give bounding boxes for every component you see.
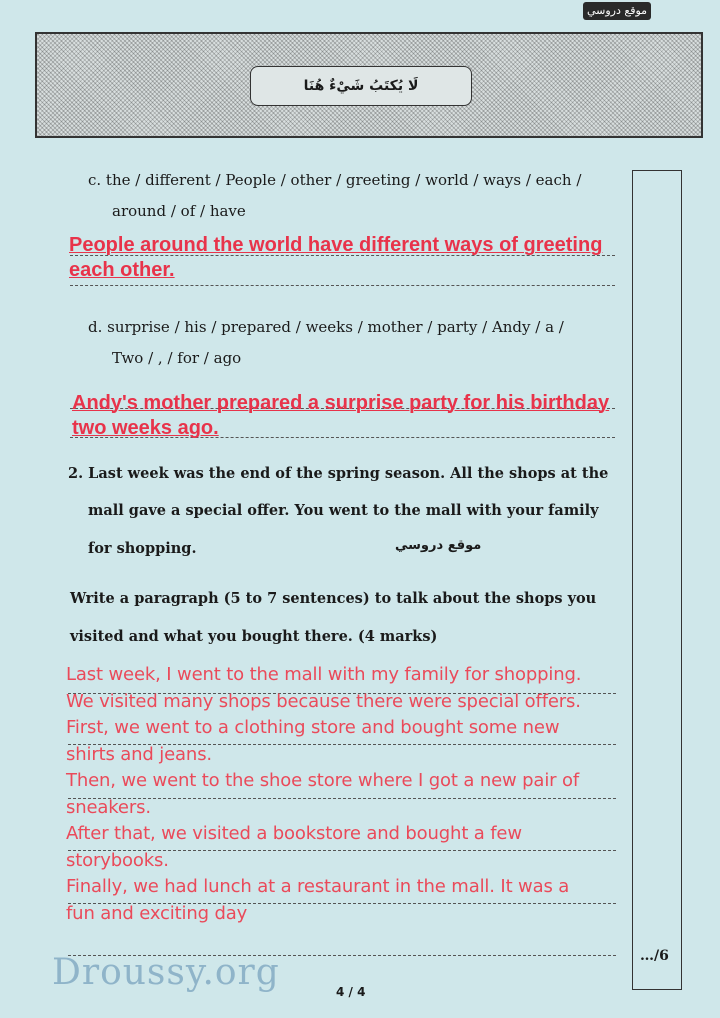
paragraph-line: We visited many shops because there were special offers. bbox=[66, 690, 581, 712]
question-d-line2: Two / , / for / ago bbox=[112, 349, 242, 367]
paragraph-line: fun and exciting day bbox=[66, 902, 248, 924]
answer-c-line2: each other. bbox=[69, 259, 175, 281]
site-tag: موقع دروسي bbox=[583, 2, 651, 20]
question-c-line2: around / of / have bbox=[112, 202, 246, 220]
paragraph-line: Then, we went to the shoe store where I got a new pair of bbox=[66, 770, 580, 791]
score-box: …/6 bbox=[640, 948, 669, 964]
question-c-line1: c. the / different / People / other / greeting / world / ways / each / bbox=[88, 171, 582, 189]
question-2-line3: for shopping. bbox=[88, 540, 197, 557]
paragraph-line: After that, we visited a bookstore and bought a few bbox=[66, 823, 522, 844]
question-2-line2: mall gave a special offer. You went to the mall with your family bbox=[88, 502, 599, 519]
answer-d-line2: two weeks ago. bbox=[72, 417, 219, 439]
question-d-line1: d. surprise / his / prepared / weeks / mother / party / Andy / a / bbox=[88, 318, 564, 336]
question-2-line1: 2. Last week was the end of the spring season. All the shops at the bbox=[68, 465, 609, 482]
marks-column bbox=[632, 170, 682, 990]
answer-d-line1: Andy's mother prepared a surprise party for his birthday bbox=[72, 392, 610, 414]
answer-line bbox=[70, 285, 615, 286]
site-watermark: Droussy.org bbox=[52, 952, 280, 993]
no-writing-note: لَا يُكتَبُ شَيْءٌ هُنَا bbox=[250, 66, 472, 106]
instruction-line2: visited and what you bought there. (4 marks) bbox=[70, 628, 438, 645]
paragraph-line: storybooks. bbox=[66, 849, 169, 871]
paragraph-line: sneakers. bbox=[66, 796, 151, 818]
answer-c-line1: People around the world have different ways of greeting bbox=[69, 234, 603, 256]
paragraph-line: shirts and jeans. bbox=[66, 743, 212, 765]
paragraph-line: Finally, we had lunch at a restaurant in the mall. It was a bbox=[66, 876, 570, 897]
paragraph-line: First, we went to a clothing store and bought some new bbox=[66, 717, 560, 738]
inline-watermark: موقع دروسي bbox=[395, 538, 482, 553]
page-number: 4 / 4 bbox=[336, 985, 366, 999]
paragraph-line: Last week, I went to the mall with my family for shopping. bbox=[66, 664, 582, 685]
instruction-line1: Write a paragraph (5 to 7 sentences) to talk about the shops you bbox=[70, 590, 597, 607]
paragraph-answer bbox=[66, 662, 581, 927]
